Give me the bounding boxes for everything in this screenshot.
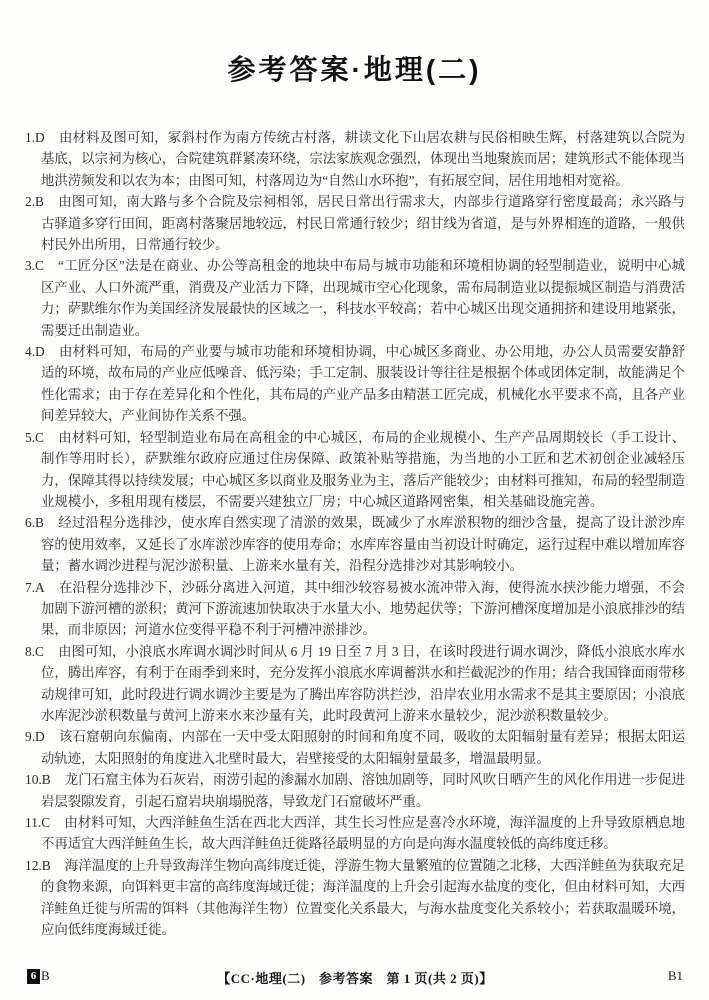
answer-item <box>25 341 685 427</box>
answer-text: 由材料可知，大西洋鲑鱼生活在西北大西洋，其生长习性应是喜冷水环境，海洋温度的上升导致原栖息地不再适宜大西洋鲑鱼生长，故大西洋鲑鱼迁徙路径最明显的方向是向海水温度较低的高纬度迁移。 <box>41 815 685 852</box>
answer-text: 在沿程分选排沙下，沙砾分离进入河道，其中细沙较容易被水流冲带入海，使得流水挟沙能力增强，不会加剧下游河槽的淤积；黄河下游流速加快取决于水量大小、地势起伏等；下游河槽深度增加是小浪底排沙的结果，而非原因；河道水位变得平稳不利于河槽冲淤排沙。 <box>41 579 685 638</box>
answer-item <box>25 427 685 513</box>
answer-text: 该石窟朝向东偏南，内部在一天中受太阳照射的时间和角度不同，吸收的太阳辐射量有差异；根据太阳运动轨迹，太阳照射的角度进入北壁时最大，岩壁接受的太阳辐射量最多，增温最明显。 <box>41 729 685 766</box>
answer-item <box>25 577 685 641</box>
footer-page-code: B1 <box>667 968 683 983</box>
answer-item <box>25 726 685 769</box>
answer-label: 2.B <box>25 194 44 210</box>
footer-code-box: 6 <box>27 969 40 984</box>
answer-label: 4.D <box>25 344 45 360</box>
answer-label: 12.B <box>25 857 51 873</box>
answer-text: 由材料可知，轻型制造业布局在高租金的中心城区，布局的企业规模小、生产产品周期较长（手工设计、制作等用时长），萨默维尔政府应通过住房保障、政策补贴等措施，为当地的小工匠和艺术初创企业减轻压力，保障其得以持续发展；中心城区多以商业及服务业为主，落后产能较少；由材料可推知，布局的轻型制造业规模小，多租用现有楼层，不需要兴建独立厂房；中心城区道路网密集，相关基础设施完善。 <box>41 429 685 509</box>
answer-text: 由材料及图可知，冢斜村作为南方传统古村落，耕读文化下山居农耕与民俗相映生辉，村落建筑以合院为基底，以宗祠为核心，合院建筑群紧凑环绕，宗法家族观念强烈，体现出当地聚族而居；建筑形式不能体现当地洪涝频发和以农为本；由图可知，村落周边为“自然山水环抱”，有拓展空间，居住用地相对宽裕。 <box>41 130 685 188</box>
answer-label: 11.C <box>25 815 51 830</box>
answer-text: 由图可知，南大路与多个合院及宗祠相邻，居民日常出行需求大，内部步行道路穿行密度最高；永兴路与古驿道多穿行田间，距离村落聚居地较远，村民日常通行较少；绍甘线为省道，是与外界相连的道路，一般供村民外出所用，日常通行较少。 <box>41 194 685 253</box>
answer-text: 海洋温度的上升导致海洋生物向高纬度迁徙，浮游生物大量繁殖的位置随之北移，大西洋鲑鱼为获取充足的食物来源，向饵料更丰富的高纬度海域迁徙；海洋温度的上升会引起海水盐度的变化，但由材料可知，大西洋鲑鱼迁徙与所需的饵料（其他海洋生物）位置变化关系最大，与海水盐度变化关系较小；若获取温暖环境，应向低纬度海域迁徙。 <box>41 857 685 938</box>
answer-label: 6.B <box>25 515 44 531</box>
answer-item <box>25 512 685 576</box>
answer-text: 龙门石窟主体为石灰岩，雨涝引起的渗漏水加剧、溶蚀加剧等，同时风吹日晒产生的风化作用进一步促进岩层裂隙发育，引起石窟岩块崩塌脱落，导致龙门石窟破坏严重。 <box>41 772 685 809</box>
answer-list <box>25 127 685 940</box>
answer-item <box>25 191 685 255</box>
answer-label: 9.D <box>25 729 45 745</box>
answer-item <box>25 855 685 941</box>
answer-text: 经过沿程分选排沙，使水库自然实现了清淤的效果，既减少了水库淤积物的细沙含量，提高了设计淤沙库容的使用效率，又延长了水库淤沙库容的使用寿命；水库库容量由当初设计时确定，运行过程中难以增加库容量；蓄水调沙进程与泥沙淤积量、上游来水量有关，沿程分选排沙对其影响较小。 <box>41 515 685 574</box>
page-title: 参考答案·地理(二) <box>227 54 482 85</box>
footer-caption: 【CC·地理(二) 参考答案 第 1 页(共 2 页)】 <box>217 971 493 986</box>
answer-item <box>25 127 685 191</box>
answer-label: 5.C <box>25 429 44 445</box>
answer-label: 10.B <box>25 772 51 788</box>
answer-label: 3.C <box>25 258 44 274</box>
answer-item <box>25 812 685 855</box>
answer-label: 8.C <box>25 643 44 659</box>
answer-label: 7.A <box>25 579 45 595</box>
page-footer <box>25 968 685 986</box>
answer-text: 由材料可知，布局的产业要与城市功能和环境相协调，中心城区多商业、办公用地，办公人员需要安静舒适的环境，故布局的产业应低噪音、低污染；手工定制、服装设计等往往是根据个体或团体定制，故能满足个性化需求；由于存在差异化和个性化，其布局的产业产品多由精湛工匠完成，机械化水平要求不高，且各产业间差异较大，产业间协作关系不强。 <box>41 344 685 424</box>
answer-label: 1.D <box>25 130 45 145</box>
answer-text: “工匠分区”法是在商业、办公等高租金的地块中布局与城市功能和环境相协调的轻型制造业，说明中心城区产业、人口外流严重，消费及产业活力下降，出现城市空心化现象，需布局制造业以提振城区制造与消费活力；萨默维尔作为美国经济发展最快的区域之一，科技水平较高；若中心城区出现交通拥挤和建设用地紧张，需要迁出制造业。 <box>41 258 685 338</box>
answer-item <box>25 769 685 812</box>
answer-item <box>25 641 685 727</box>
footer-code-letter: B <box>41 968 50 983</box>
answer-item <box>25 255 685 341</box>
answer-text: 由图可知，小浪底水库调水调沙时间从 6 月 19 日至 7 月 3 日，在该时段进行调水调沙，降低小浪底水库水位，腾出库容，有利于在雨季到来时，充分发挥小浪底水库调蓄洪水和拦截泥沙的作用；结合我国锋面雨带移动规律可知，此时段进行调水调沙主要是为了腾出库容防洪拦沙，沿岸农业用水需求不是其主要原因；小浪底水库泥沙淤积数量与黄河上游来水来沙量有关，此时段黄河上游来水量较少，泥沙淤积数量较少。 <box>41 643 685 723</box>
